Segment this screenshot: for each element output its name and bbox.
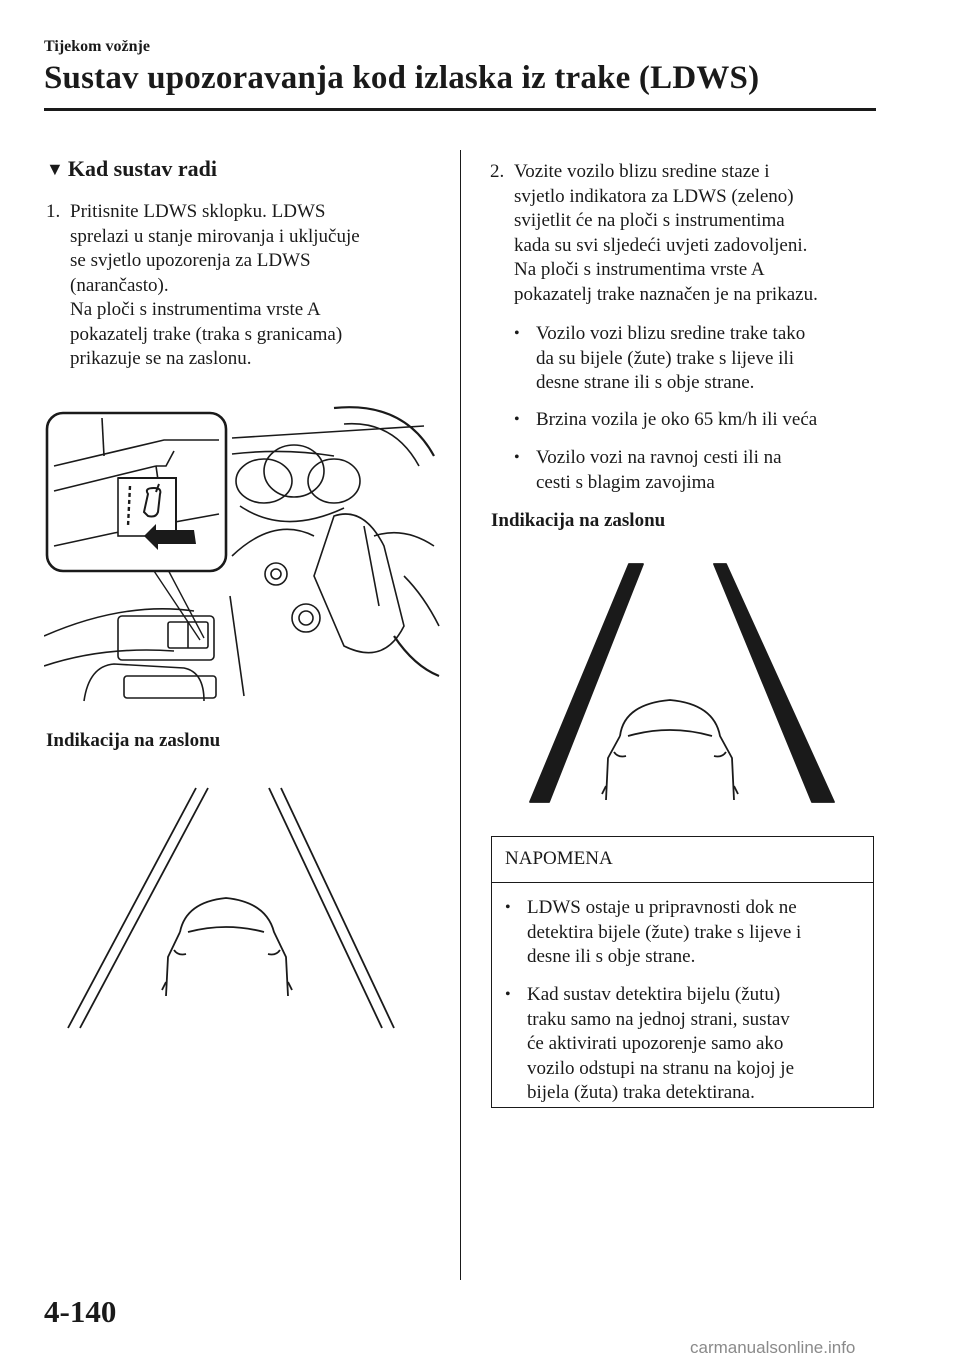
condition-line: desne strane ili s obje strane. xyxy=(536,372,755,393)
note-item xyxy=(505,983,865,1108)
note-heading: NAPOMENA xyxy=(505,848,613,869)
step-line: Na ploči s instrumentima vrste A xyxy=(70,299,321,320)
bullet-icon: • xyxy=(514,325,520,342)
note-line: vozilo odstupi na stranu na kojoj je xyxy=(527,1057,795,1079)
section-heading xyxy=(46,156,217,182)
step-line: prikazuje se na zaslonu. xyxy=(70,348,252,369)
step-text xyxy=(70,200,360,372)
chapter-label: Tijekom vožnje xyxy=(44,38,150,55)
condition-line: Vozilo vozi na ravnoj cesti ili na xyxy=(536,447,782,468)
note-item xyxy=(505,896,865,971)
condition-item xyxy=(514,322,874,397)
note-header xyxy=(492,837,873,883)
lane-outline-display xyxy=(66,782,404,1032)
note-line: desne ili s obje strane. xyxy=(527,946,696,967)
step-2 xyxy=(490,160,890,310)
condition-line: da su bijele (žute) trake s lijeve ili xyxy=(536,347,794,369)
column-divider xyxy=(460,150,461,1280)
step-text xyxy=(514,160,818,307)
condition-item xyxy=(514,408,874,433)
step-line: Vozite vozilo blizu sredine staze i xyxy=(514,161,770,182)
note-line: će aktivirati upozorenje samo ako xyxy=(527,1033,784,1054)
step-line: (narančasto). xyxy=(70,274,169,296)
step-line: se svjetlo upozorenja za LDWS xyxy=(70,250,311,271)
watermark: carmanualsonline.info xyxy=(690,1338,856,1357)
condition-line: cesti s blagim zavojima xyxy=(536,471,715,493)
step-number: 1. xyxy=(46,201,61,222)
bullet-icon: • xyxy=(514,449,520,466)
step-line: kada su svi sljedeći uvjeti zadovoljeni. xyxy=(514,234,808,256)
bullet-icon: • xyxy=(514,411,520,428)
dashboard-switch-illustration xyxy=(44,396,442,702)
page-number: 4-140 xyxy=(44,1294,117,1329)
bullet-icon: • xyxy=(505,986,511,1003)
condition-line: Vozilo vozi blizu sredine trake tako xyxy=(536,323,806,344)
lane-solid-display xyxy=(528,562,840,804)
section-heading-text: Kad sustav radi xyxy=(67,156,217,181)
note-line: traku samo na jednoj strani, sustav xyxy=(527,1008,790,1030)
page-title: Sustav upozoravanja kod izlaska iz trake (LDWS) xyxy=(44,60,760,96)
triangle-down-icon: ▼ xyxy=(46,158,64,179)
note-line: Kad sustav detektira bijelu (žutu) xyxy=(527,984,781,1005)
step-line: Na ploči s instrumentima vrste A xyxy=(514,259,765,280)
condition-line: Brzina vozila je oko 65 km/h ili veća xyxy=(536,409,818,430)
note-box xyxy=(491,836,874,1108)
step-line: pokazatelj trake naznačen je na prikazu. xyxy=(514,283,818,305)
display-caption-right: Indikacija na zaslonu xyxy=(491,510,666,531)
condition-item xyxy=(514,446,874,496)
header-rule xyxy=(44,108,876,111)
step-line: pokazatelj trake (traka s granicama) xyxy=(70,323,343,345)
step-line: sprelazi u stanje mirovanja i uključuje xyxy=(70,225,360,247)
note-line: bijela (žuta) traka detektirana. xyxy=(527,1082,755,1103)
step-line: svijetlit će na ploči s instrumentima xyxy=(514,210,785,231)
note-line: detektira bijele (žute) trake s lijeve i xyxy=(527,921,802,943)
step-number: 2. xyxy=(490,161,505,182)
bullet-icon: • xyxy=(505,899,511,916)
note-line: LDWS ostaje u pripravnosti dok ne xyxy=(527,897,797,918)
display-caption-left: Indikacija na zaslonu xyxy=(46,730,221,751)
step-line: Pritisnite LDWS sklopku. LDWS xyxy=(70,201,326,222)
step-1 xyxy=(46,200,446,375)
step-line: svjetlo indikatora za LDWS (zeleno) xyxy=(514,185,794,207)
